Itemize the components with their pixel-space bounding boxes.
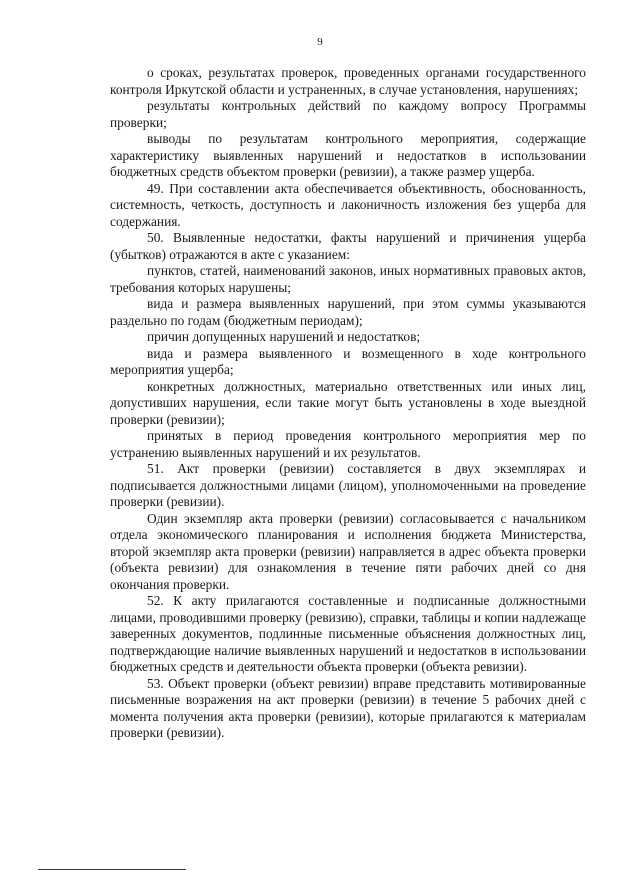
paragraph-act-copies: Один экземпляр акта проверки (ревизии) согласовывается с начальником отдела экономического планирования и исполнения бюджета Министерства, второй экземпляр акта проверки (ревизии) направляется в адрес объекта проверки (объекта ревизии) для ознакомления в течение пяти рабочих дней со дня окончания проверки. [110,510,586,592]
paragraph-item-52: 52. К акту прилагаются составленные и подписанные должностными лицами, проводившими проверку (ревизию), справки, таблицы и копии надлежаще заверенных документов, подлинные письменные объяснения должностных лиц, подтверждающие наличие выявленных нарушений и недостатков в использовании бюджетных средств и деятельности объекта проверки (объекта ревизии). [110,593,586,674]
paragraph-laws-violated: пунктов, статей, наименований законов, иных нормативных правовых актов, требования которых нарушены; [110,263,586,295]
footnote-divider [38,869,186,870]
paragraph-item-53: 53. Объект проверки (объект ревизии) вправе представить мотивированные письменные возражения на акт проверки (ревизии) в течение 5 рабочих дней с момента получения акта проверки (ревизии), которые прилагаются к материалам проверки (ревизии). [110,675,586,740]
paragraph-control-actions: результаты контрольных действий по каждому вопросу Программы проверки; [110,98,586,130]
paragraph-violation-causes: причин допущенных нарушений и недостатков; [147,329,421,344]
page-number: 9 [317,36,323,48]
paragraph-item-49: 49. При составлении акта обеспечивается объективность, обоснованность, системность, четкость, доступность и лаконичность изложения без ущерба для содержания. [110,180,586,229]
paragraph-violation-amounts: вида и размера выявленных нарушений, при этом суммы указываются раздельно по годам (бюджетным периодам); [110,296,586,328]
paragraph-item-50: 50. Выявленные недостатки, факты нарушений и причинения ущерба (убытков) отражаются в акте с указанием: [110,230,586,262]
paragraph-damage: вида и размера выявленного и возмещенного в ходе контрольного мероприятия ущерба; [110,345,586,377]
document-body [110,65,586,742]
paragraph-item-51: 51. Акт проверки (ревизии) составляется в двух экземплярах и подписывается должностными лицами (лицом), уполномоченными на проведение проверки (ревизии). [110,461,586,509]
paragraph-inspection-results: о сроках, результатах проверок, проведенных органами государственного контроля Иркутской области и устраненных, в случае установления, нарушениях; [110,65,586,97]
paragraph-responsible-persons: конкретных должностных, материально ответственных или иных лиц, допустивших нарушения, если такие могут быть установлены в ходе выездной проверки (ревизии); [110,378,586,427]
paragraph-conclusions: выводы по результатам контрольного мероприятия, содержащие характеристику выявленных нарушений и недостатков в использовании бюджетных средств объектом проверки (ревизии), а также размер ущерба. [110,131,586,179]
paragraph-measures-taken: принятых в период проведения контрольного мероприятия мер по устранению выявленных нарушений и их результатов. [110,428,586,460]
